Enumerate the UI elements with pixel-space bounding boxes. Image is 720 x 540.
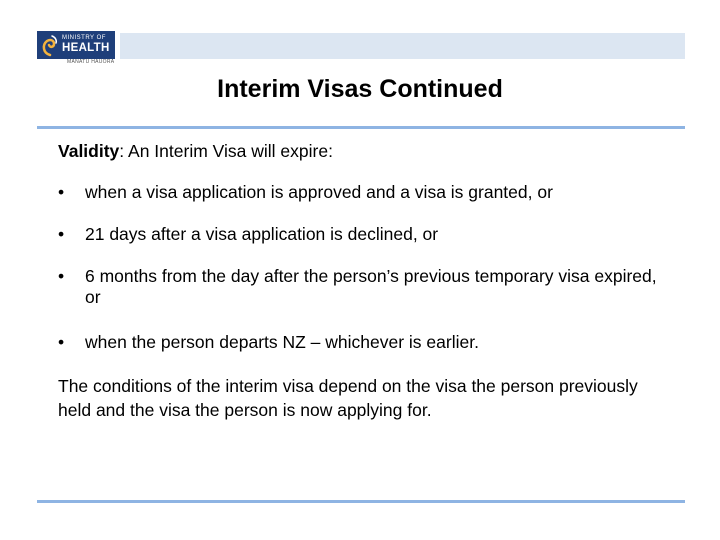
bullet-text: 6 months from the day after the person’s previous temporary visa expired, or: [85, 266, 657, 307]
logo-line-ministry: MINISTRY OF: [62, 35, 106, 41]
validity-heading: [58, 140, 333, 162]
footer-divider: [37, 500, 685, 503]
logo-line-maori: MANATŪ HAUORA: [67, 59, 115, 65]
header-band: [120, 33, 685, 59]
conditions-paragraph: The conditions of the interim visa depend on the visa the person previously held and the visa the person is now applying for.: [58, 376, 638, 420]
slide-title: Interim Visas Continued: [217, 75, 503, 103]
logo-line-health: HEALTH: [62, 42, 110, 54]
bullet-text: 21 days after a visa application is declined, or: [85, 224, 439, 244]
ministry-of-health-logo: [37, 31, 115, 59]
bullet-icon: •: [58, 224, 65, 244]
bullet-icon: •: [58, 182, 65, 202]
bullet-icon: •: [58, 332, 65, 352]
bullet-icon: •: [58, 266, 65, 286]
validity-label: Validity: [58, 141, 120, 161]
bullet-text: when a visa application is approved and a visa is granted, or: [85, 182, 553, 202]
koru-icon: [40, 33, 60, 57]
bullet-text: when the person departs NZ – whichever is earlier.: [85, 332, 479, 352]
title-divider: [37, 126, 685, 129]
validity-text: : An Interim Visa will expire:: [119, 141, 333, 161]
